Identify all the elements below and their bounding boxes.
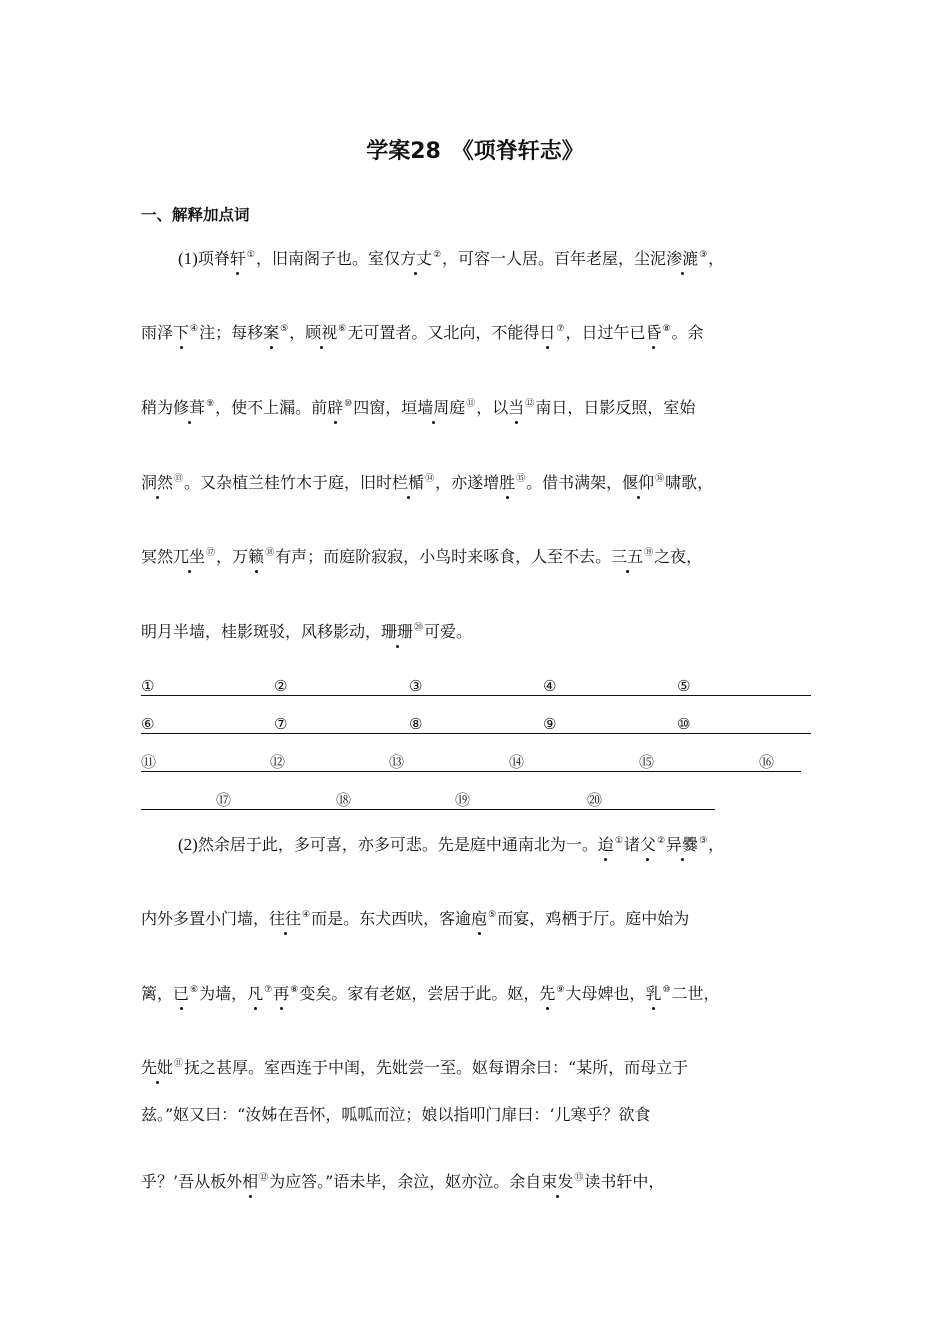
blank-number: ⑤: [677, 677, 691, 695]
dotted-word: 渗漉: [666, 249, 699, 268]
dotted-word: 胜: [499, 473, 516, 492]
footnote-marker: ⑬: [174, 474, 184, 484]
footnote-marker: ⑤: [488, 910, 497, 920]
blank-number: ③: [409, 677, 423, 695]
footnote-marker: ⑦: [264, 985, 273, 995]
footnote-marker: ⑰: [206, 548, 216, 558]
text-segment: 诸: [623, 835, 640, 854]
answer-blank[interactable]: [141, 751, 270, 772]
footnote-marker: ④: [302, 910, 311, 920]
text-line: [141, 320, 704, 343]
text-line: [141, 619, 472, 642]
blank-number: ⑱: [336, 791, 352, 809]
text-segment: 乎？’吾从板外: [141, 1172, 243, 1191]
footnote-marker: ⑲: [644, 548, 654, 558]
answer-blank[interactable]: [141, 713, 274, 734]
text-segment: 。借书满架，: [526, 473, 623, 492]
blank-number: ⑨: [543, 715, 557, 733]
answer-blank[interactable]: [274, 713, 409, 734]
text-segment: ，日过午已: [565, 323, 646, 342]
answer-blank[interactable]: [216, 789, 336, 810]
dotted-word: 栏楯: [392, 473, 425, 492]
footnote-marker: ⑥: [190, 985, 199, 995]
dotted-word: 三五: [611, 547, 644, 566]
footnote-marker: ⑫: [259, 1173, 269, 1183]
footnote-marker: ⑬: [574, 1173, 584, 1183]
answer-blank[interactable]: [677, 713, 811, 734]
dotted-word: 下: [173, 323, 190, 342]
text-line: [141, 1102, 650, 1125]
dotted-word: 已: [173, 984, 190, 1003]
footnote-marker: ⑫: [525, 399, 535, 409]
footnote-marker: ⑩: [662, 985, 671, 995]
dotted-word: 先妣: [141, 1058, 174, 1077]
answer-blank[interactable]: [759, 751, 801, 772]
section-heading: 一、解释加点词: [141, 206, 250, 224]
footnote-marker: ⑥: [338, 324, 347, 334]
text-segment: ，: [289, 323, 306, 342]
text-line: [141, 906, 689, 929]
dotted-word: 束发: [541, 1172, 574, 1191]
dotted-word: 兀坐: [173, 547, 206, 566]
text-segment: 之夜，: [654, 547, 703, 566]
footnote-marker: ②: [432, 250, 442, 260]
text-segment: ，可容一人居。百年老屋，尘泥: [442, 249, 667, 268]
blank-number: ⑮: [639, 753, 655, 771]
text-segment: 啸歌，: [665, 473, 714, 492]
blank-number: ⑯: [759, 753, 775, 771]
text-segment: 而宴，鸡栖于厅。庭中始为: [497, 909, 690, 928]
blank-number: ④: [543, 677, 557, 695]
footnote-marker: ④: [190, 324, 199, 334]
dotted-word: 昏: [645, 323, 662, 342]
text-segment: 雨泽: [141, 323, 174, 342]
dotted-word: 乳: [645, 984, 662, 1003]
answer-blank[interactable]: [336, 789, 455, 810]
text-segment: 变矣。家有老妪，尝居于此。妪，: [299, 984, 540, 1003]
text-line: [141, 395, 695, 418]
dotted-word: 先: [539, 984, 556, 1003]
blank-number: ⑳: [587, 791, 603, 809]
footnote-marker: ①: [246, 250, 255, 260]
text-segment: 兹。”妪又曰：“汝姊在吾怀，呱呱而泣；娘以指叩门扉曰：‘儿寒乎？欲食: [141, 1105, 651, 1124]
blank-number: ②: [274, 677, 288, 695]
answer-blank[interactable]: [543, 675, 677, 696]
answer-blank[interactable]: [677, 675, 811, 696]
text-segment: 注；每移: [199, 323, 264, 342]
text-segment: ，使不上漏。前: [215, 398, 328, 417]
text-segment: 。又杂植兰桂竹木于庭，旧时: [184, 473, 393, 492]
footnote-marker: ⑯: [655, 474, 665, 484]
dotted-word: 当: [508, 398, 525, 417]
dotted-word: 籁: [248, 547, 265, 566]
answer-blank[interactable]: [409, 675, 543, 696]
footnote-marker: ⑨: [556, 985, 565, 995]
text-segment: 为墙，: [199, 984, 248, 1003]
footnote-marker: ⑱: [265, 548, 275, 558]
text-segment: 可爱。: [424, 622, 473, 641]
dotted-word: 洞然: [141, 473, 174, 492]
answer-blank[interactable]: [455, 789, 587, 810]
dotted-word: 庖: [471, 909, 488, 928]
answer-blank[interactable]: [543, 713, 677, 734]
text-line: [141, 832, 724, 855]
dotted-word: 修葺: [173, 398, 206, 417]
footnote-marker: ⑤: [280, 324, 289, 334]
text-segment: 然余居于此，多可喜，亦多可悲。先是庭中通南北为一。: [197, 835, 598, 854]
text-segment: 大母婢也，: [565, 984, 646, 1003]
text-line: [141, 981, 720, 1004]
blank-number: ⑪: [141, 753, 157, 771]
answer-blank[interactable]: [587, 789, 715, 810]
dotted-word: 再: [273, 984, 290, 1003]
answer-blank[interactable]: [270, 751, 389, 772]
answer-blank[interactable]: [141, 675, 274, 696]
blank-number: ⑥: [141, 715, 155, 733]
footnote-marker: ⑭: [425, 474, 435, 484]
footnote-marker: ②: [656, 836, 666, 846]
text-segment: 南日，日影反照，室始: [535, 398, 696, 417]
answer-blank[interactable]: [639, 751, 759, 772]
text-segment: ，亦遂增: [435, 473, 500, 492]
text-segment: 为应答。”语未毕，余泣，妪亦泣。余自: [269, 1172, 542, 1191]
text-segment: ，万: [216, 547, 249, 566]
text-line: [141, 1169, 664, 1192]
text-line: [141, 470, 713, 493]
blank-number: ⑰: [216, 791, 232, 809]
text-segment: 明月半墙，桂影斑驳，风移影动，: [141, 622, 382, 641]
item-number: (1): [178, 249, 198, 268]
footnote-marker: ⑦: [556, 324, 565, 334]
footnote-marker: ⑧: [290, 985, 299, 995]
footnote-marker: ⑨: [206, 399, 215, 409]
text-segment: 无可置者。又北向，不能得: [347, 323, 540, 342]
blank-number: ⑫: [270, 753, 286, 771]
answer-blank[interactable]: [409, 713, 543, 734]
text-segment: 篱，: [141, 984, 174, 1003]
footnote-marker: ③: [699, 250, 708, 260]
dotted-word: 珊珊: [381, 622, 414, 641]
blank-number: ①: [141, 677, 155, 695]
text-segment: ，旧南阁子也。室仅: [255, 249, 400, 268]
dotted-word: 偃仰: [622, 473, 655, 492]
dotted-word: 案: [263, 323, 280, 342]
footnote-marker: ①: [614, 836, 623, 846]
text-segment: 读书轩中，: [584, 1172, 665, 1191]
text-line: [141, 544, 702, 567]
text-segment: 。余: [671, 323, 704, 342]
text-segment: ，: [708, 835, 725, 854]
dotted-word: 父: [639, 835, 656, 854]
footnote-marker: ⑳: [414, 623, 424, 633]
dotted-word: 辟: [327, 398, 344, 417]
blank-number: ⑭: [509, 753, 525, 771]
page-title: 学案28 《项脊轩志》: [366, 139, 584, 164]
text-segment: 项脊: [197, 249, 230, 268]
dotted-word: 往往: [269, 909, 302, 928]
text-line: [141, 1055, 688, 1078]
text-segment: 冥然: [141, 547, 174, 566]
footnote-marker: ⑪: [174, 1059, 184, 1069]
footnote-marker: ⑩: [344, 399, 353, 409]
dotted-word: 方丈: [399, 249, 432, 268]
dotted-word: 日: [539, 323, 556, 342]
text-segment: 内外多置小门墙，: [141, 909, 270, 928]
blank-number: ⑩: [677, 715, 691, 733]
blank-number: ⑲: [455, 791, 471, 809]
dotted-word: 相: [242, 1172, 259, 1191]
dotted-word: 轩: [229, 249, 246, 268]
text-segment: 四窗，: [353, 398, 402, 417]
footnote-marker: ③: [699, 836, 708, 846]
dotted-word: 垣墙周庭: [401, 398, 466, 417]
blank-number: ⑦: [274, 715, 288, 733]
text-segment: 二世，: [671, 984, 720, 1003]
footnote-marker: ⑪: [466, 399, 476, 409]
blank-number: ⑬: [389, 753, 405, 771]
dotted-word: 迨: [597, 835, 614, 854]
text-segment: 而是。东犬西吠，客逾: [311, 909, 472, 928]
footnote-marker: ⑮: [516, 474, 526, 484]
text-segment: 稍为: [141, 398, 174, 417]
text-segment: 抚之甚厚。室西连于中闺，先妣尝一至。妪每谓余曰：“某所，而母立于: [184, 1058, 689, 1077]
item-number: (2): [178, 835, 198, 854]
text-segment: ，: [708, 249, 725, 268]
answer-blank[interactable]: [141, 789, 216, 810]
answer-blank[interactable]: [509, 751, 639, 772]
answer-blank[interactable]: [274, 675, 409, 696]
footnote-marker: ⑧: [662, 324, 671, 334]
blank-number: ⑧: [409, 715, 423, 733]
dotted-word: 凡: [247, 984, 264, 1003]
answer-blank[interactable]: [389, 751, 509, 772]
dotted-word: 顾视: [305, 323, 338, 342]
dotted-word: 异爨: [666, 835, 699, 854]
text-segment: 有声；而庭阶寂寂，小鸟时来啄食，人至不去。: [275, 547, 612, 566]
text-segment: ，以: [476, 398, 509, 417]
text-line: [141, 246, 724, 269]
